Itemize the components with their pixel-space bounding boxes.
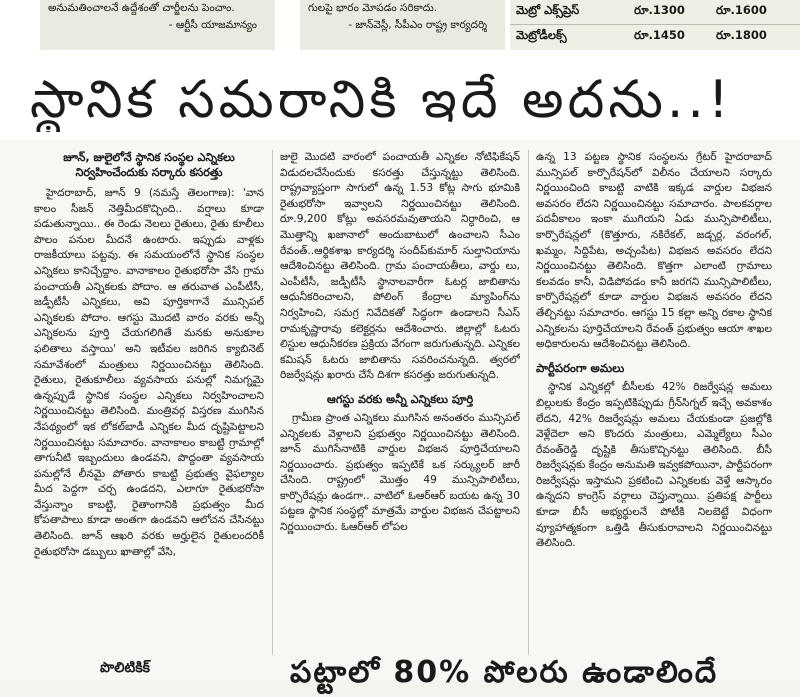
quote-signature: - జాన్‌వెస్లీ, సీపీఎం రాష్ట్ర కార్యదర్శి [348, 19, 487, 31]
headline-band [0, 50, 800, 140]
fare-row [510, 0, 800, 23]
article-subheading: జూన్, జులైలోనే స్థానిక సంస్థల ఎన్నికలు నిర్వహించేందుకు సర్కారు కసరత్తు [63, 151, 235, 179]
fare-service: మెట్రోడీలక్స్ [516, 28, 567, 42]
article-paragraph: స్థానిక ఎన్నికల్లో బీసీలకు 42% రిజర్వేషన్ల అమలు బిల్లులకు కేంద్రం ఇప్పటికిప్పుడు గ్రీన్‌సిగ్నల్ ఇచ్చే అవకాశం లేదని, 42% రిజర్వేషన్లు అమలు చేయకుండా ప్రజల్లోకి వెళ్లేదెలా అని కొందరు మంత్రులు, ఎమ్మెల్యేలు సీఎం రేవంత్‌రెడ్డి దృష్టికి తీసుకొచ్చినట్టు తెలిసింది. బీసీ రిజర్వేషన్లకు కేంద్రం అనుమతి ఇవ్వకపోయినా, పార్టీపరంగా రిజర్వేషన్లు ఇస్తామని ప్రకటించి ఎన్నికలకు వెళ్తే ఆస్కారం ఉన్నదని కాంగ్రెస్ వర్గాలు చెప్తున్నాయి. ప్రతిపక్ష పార్టీలు కూడా బీసీ అభ్యర్థులనే పోటీకి నిలబెట్టే విధంగా వ్యూహాత్మకంగా ఒత్తిడి తీసుకురావాలని నిర్ణయించినట్టు తెలిసింది. [536, 381, 772, 550]
fare-row [510, 25, 800, 48]
article-column-3 [536, 150, 772, 655]
article-paragraph: ఉన్న 13 పట్టణ స్థానిక సంస్థలను గ్రేటర్ హైదరాబాద్ మున్సిపల్ కార్పొరేషన్‌లో విలీనం చేయాలని సర్కారు నిర్ణయించింది కాబట్టి వాటికి ఇక్కడ వార్డుల విభజన అవసరం లేదని నిర్ణయించినట్టు సమాచారం. పాలకవర్గాల పదవీకాలం ఇంకా ముగియని ఏడు మున్సిపాలిటీలు, కార్పొరేషన్లలో (కొత్తూరు, నకిరేకల్, జడ్చర్ల, వరంగల్, ఖమ్మం, సిద్దిపేట, అచ్చంపేట) విభజన అవసరం లేదని నిర్ణయించినట్టు తెలిసింది. కొత్తగా ఎలాంటి గ్రామాలు కలవడం కానీ, విడిపోవడం కానీ జరగని మున్సిపాలిటీలు, కార్పొరేషన్లలో కూడా వార్డుల విభజన అవసరం లేదని తేల్చినట్టు సమాచారం. ఆగస్టు 15 కల్లా అన్ని రకాల స్థానిక ఎన్నికలను పూర్తిచేయాలని రేవంత్ ప్రభుత్వం ఆయా శాఖల అధికారులను ఆదేశించినట్టు తెలిసింది. [536, 151, 772, 351]
column-divider [272, 150, 273, 655]
quote-text: అనుమతించాలనే ఉద్దేశంతో చార్జీలను పెంచాం. [48, 2, 235, 14]
fare-service: మెట్రో ఎక్స్‌ప్రెస్ [516, 3, 580, 17]
article-paragraph: జులై మొదటి వారంలో పంచాయతీ ఎన్నికల నోటిఫికేషన్ విడుదలచేసేందుకు కసరత్తు చేస్తున్నట్టు తెలిసింది. రాష్ట్రవ్యాప్తంగా సాగులో ఉన్న 1.53 కోట్ల సాగు భూమికి రైతుభరోసా ఇవ్వాలని నిర్ణయించినట్టు తెలిసింది. రూ.9,200 కోట్లు అవసరమవుతాయని నిర్ధారించి, ఆ మొత్తాన్ని ఖజానాలో అందుబాటులో ఉంచాలని సీఎం రేవంత్..ఆర్థికశాఖ కార్యదర్శి సందీప్‌కుమార్ సుల్తానియాను ఆదేశించినట్టు తెలిసింది. గ్రామ పంచాయతీలు, వార్డు లు, ఎంపీటీసీ, జడ్పీటీసీ స్థానాలవారీగా ఓటర్ల జాబితాను ఆధునీకరించాలని, పోలింగ్ కేంద్రాల మ్యాపింగ్‌ను నిర్వహించి, సమగ్ర నివేదికతో సిద్ధంగా ఉండాలని సీఎస్ రామకృష్ణారావు కలెక్టర్లను ఆదేశించారు. జిల్లాల్లో ఓటరు లిస్టుల ఆధునీకరణ ప్రక్రియ వేగంగా జరుగుతున్నది. ఎన్నికల కమిషన్ ఓటరు జాబితాను సవరించనున్నది. త్వరలో రిజర్వేషన్లు ఖరారు చేసే దిశగా కసరత్తు జరుగుతున్నది. [280, 151, 520, 382]
quote-text: గులపై భారం మోపడం సరికాదు. [308, 2, 438, 14]
quote-box-rtc [40, 0, 275, 50]
quote-box-cpm [300, 0, 505, 50]
fare-new: రూ.1600 [716, 3, 767, 17]
article-subheading: ఆగస్టు వరకు అన్నీ ఎన్నికలు పూర్తి [326, 392, 474, 406]
section-heading: పార్టీపరంగా అమలు [536, 360, 625, 375]
fare-old: రూ.1300 [634, 3, 685, 17]
page-headline: స్థానిక సమరానికి ఇదే అదను..! [30, 70, 733, 130]
fare-new: రూ.1800 [716, 28, 767, 42]
fare-table [510, 0, 800, 50]
fare-old: రూ.1450 [634, 28, 685, 42]
quote-signature: - ఆర్టీసీ యాజమాన్యం [168, 19, 257, 31]
next-headline-fragment: పట్టాలో 80% పోలరు ఉండాలిందే [290, 655, 718, 690]
column-divider [528, 150, 529, 655]
article-column-2 [280, 150, 520, 655]
article-paragraph: గ్రామీణ ప్రాంత ఎన్నికలు ముగిసిన అనంతరం మున్సిపల్ ఎన్నికలకు వెళ్లాలని ప్రభుత్వం నిర్ణయించినట్టు తెలిసింది. జూన్ ముగిసేనాటికి వార్డుల విభజన పూర్తిచేయాలని నిర్ణయించారు. ప్రభుత్వం ఇప్పటికే ఒక సర్క్యులర్ జారీ చేసింది. రాష్ట్రంలో మొత్తం 49 మున్సిపాలిటీలు, కార్పొరేషన్లు ఉండగా.. వాటిలో ఓఆర్‌ఆర్ బయట ఉన్న 30 పట్టణ స్థానిక సంస్థల్లో మాత్రమే వార్డుల విభజన చేపట్టాలని నిర్ణయించారు. ఓఆర్‌ఆర్ లోపల [280, 411, 520, 534]
article-paragraph: హైదరాబాద్, జూన్ 9 (నమస్తే తెలంగాణ): 'వాన కాలం సీజన్ నెత్తిమీదకొచ్చింది.. వర్షాలు కూడా పడుతున్నాయి.. ఈ రెండు నెలలు రైతులు, రైతు కూలీలు పొలం పనుల మీదనే ఉంటారు. ఇప్పుడు వాళ్లకు రాజకీయాలు పట్టవు. ఈ సమయంలోనే స్థానిక సంస్థల ఎన్నికలు కానిచ్చేద్దాం. వానాకాలం రైతుభరోసా వేసి గ్రామ పంచాయతీ ఎన్నికలకు పోదాం. ఆ తరువాత ఎంపీటీసీ, జడ్పీటీసీ ఎన్నికలు, అవి పూర్తికాగానే మున్సిపల్ ఎన్నికలకు పోదాం. ఆగస్టు మొదటి వారం వరకు అన్నీ ఎన్నికలను పూర్తి చేయగలిగితే మనకు అనుకూల ఫలితాలు వస్తాయి' అని ఇటీవల జరిగిన క్యాబినెట్ సమావేశంలో మంత్రులు నిర్ణయించినట్టు తెలిసింది. రైతులు, రైతుకూలీలు వ్యవసాయ పనుల్లో నిమగ్నమై ఉన్నప్పుడే స్థానిక సంస్థల ఎన్నికలు నిర్వహించాలని నిర్ణయించినట్టు తెలిసింది. మంత్రివర్గ విస్తరణ ముగిసిన నేపథ్యంలో ఇక లోకల్‌బాడీ ఎన్నికల మీద దృష్టిపెట్టాలని నిర్ణయించినట్టు సమాచారం. వానాకాలం కాబట్టి గ్రామాల్లో తాగునీటి ఇబ్బందులు ఉండవని, పొద్దంతా వ్యవసాయ పనుల్లోనే లీనమై పోతారు కాబట్టి ప్రభుత్వ వైఫల్యాల మీద పెద్దగా చర్చ ఉండదని, ఎలాగూ రైతుభరోసా వేస్తున్నాం కాబట్టి, రైతాంగానికి ప్రభుత్వం మీద కోపతాపాలు కూడా అంతగా ఉండవని ఆలోచన చేసినట్టు తెలిసింది. జూన్ ఆఖరి వరకు అర్హులైన రైతులందరికీ రైతుభరోసా డబ్బులు ఖాతాల్లో వేసి, [34, 187, 264, 558]
article-column-1 [34, 150, 264, 650]
bottom-label: పొలిటికిక్ [100, 660, 150, 676]
